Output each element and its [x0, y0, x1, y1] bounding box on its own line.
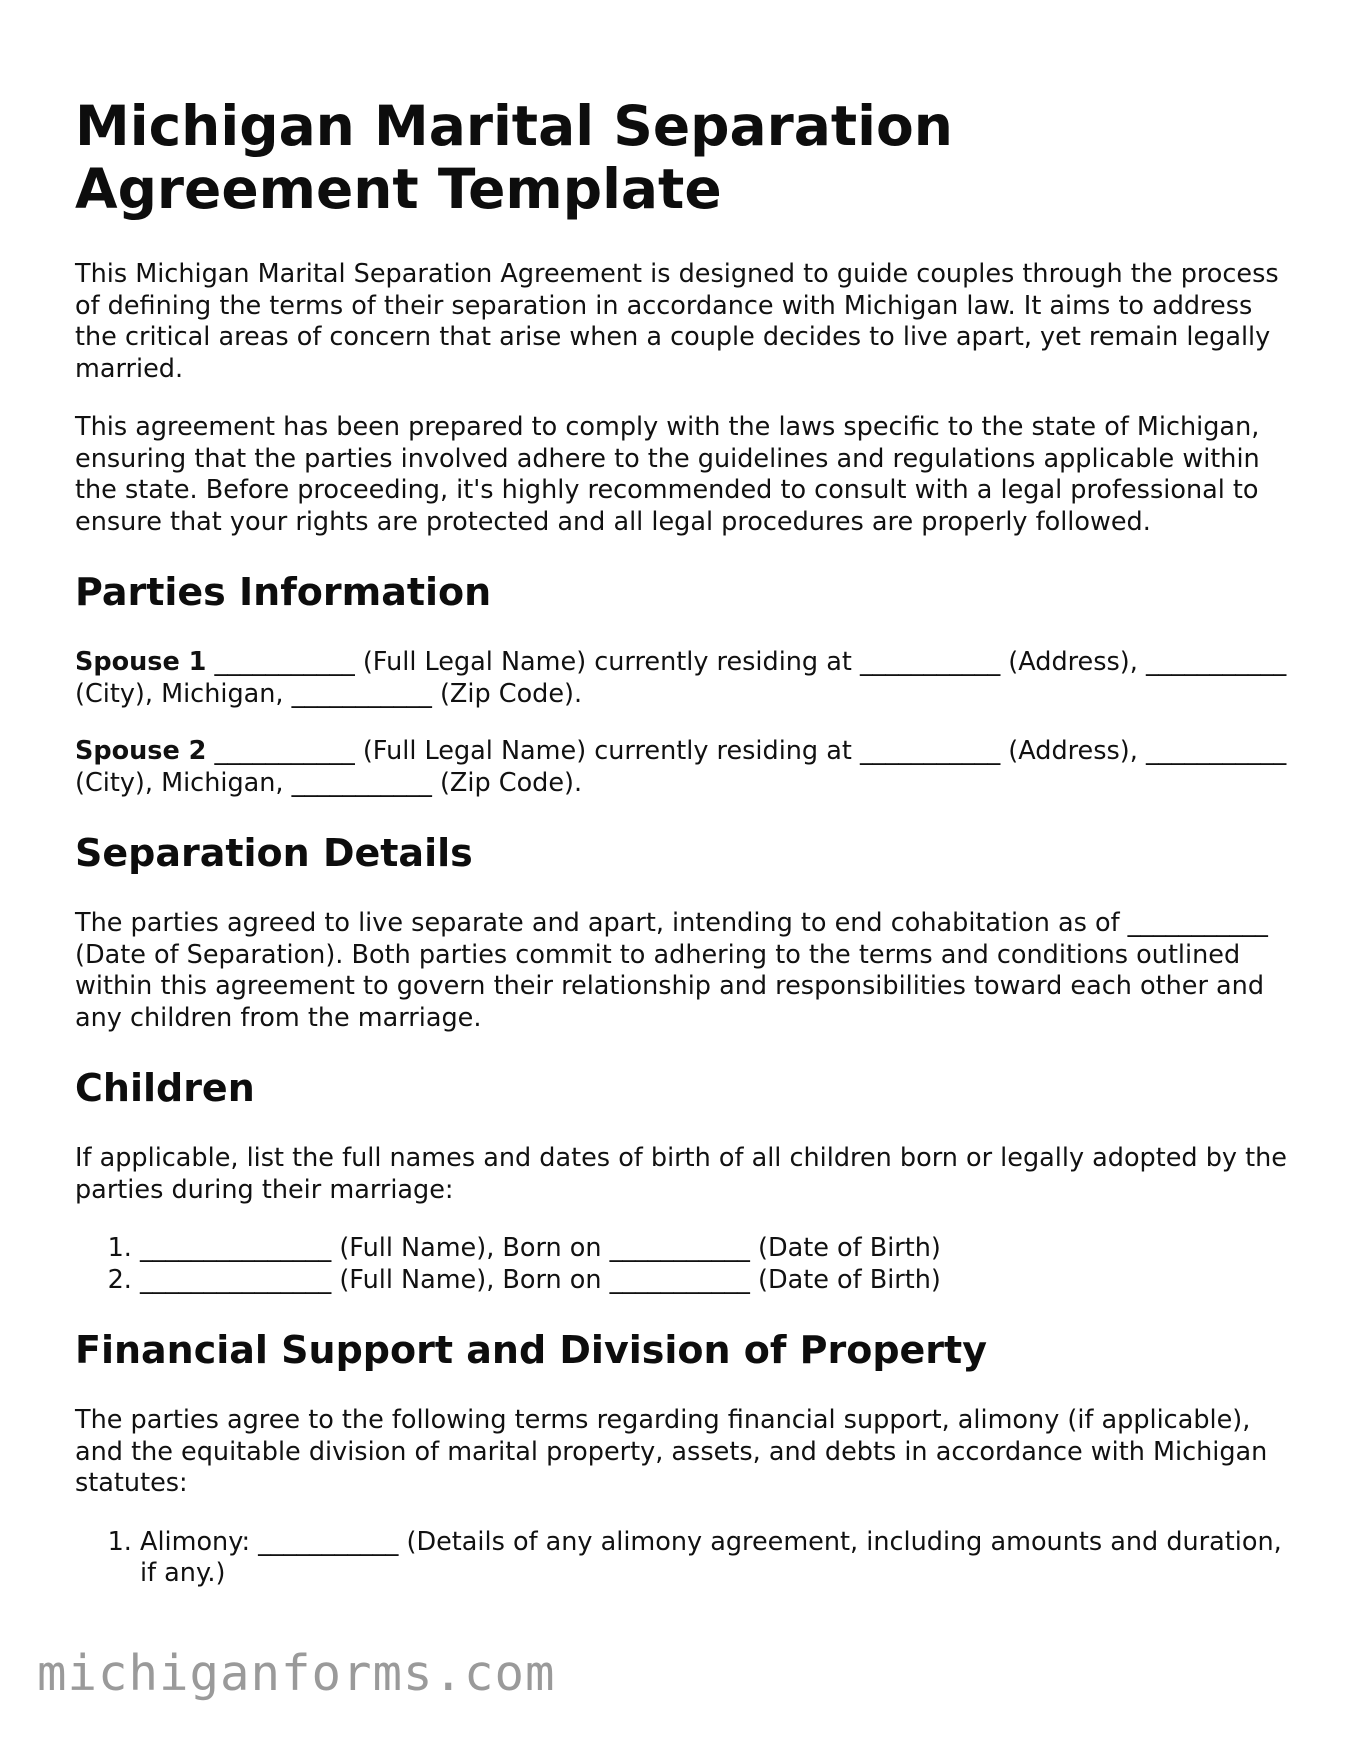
page-title: Michigan Marital Separation Agreement Template — [75, 94, 953, 221]
spouse-2-paragraph — [75, 736, 1290, 799]
section-heading-children: Children — [75, 1066, 255, 1110]
spouse-1-label: Spouse 1 — [75, 647, 207, 677]
children-paragraph: If applicable, list the full names and dates of birth of all children born or legally adopted by the parties during their marriage: — [75, 1143, 1287, 1205]
children-list — [75, 1233, 1290, 1296]
list-item: 2. _______________ (Full Name), Born on ___________ (Date of Birth) — [140, 1265, 1290, 1297]
spouse-2-text: ___________ (Full Legal Name) currently residing at ___________ (Address), ___________ (City), Michigan, ___________ (Zip Code). — [75, 736, 1287, 798]
section-heading-separation: Separation Details — [75, 831, 473, 875]
watermark: michiganforms.com — [37, 1645, 556, 1702]
list-item: 1. Alimony: ___________ (Details of any alimony agreement, including amounts and duration, if any.) — [140, 1527, 1290, 1590]
financial-paragraph: The parties agree to the following terms regarding financial support, alimony (if applicable), and the equitable division of marital property, assets, and debts in accordance with Michigan statutes: — [75, 1405, 1268, 1498]
spouse-1-paragraph — [75, 647, 1290, 710]
intro-paragraph-2: This agreement has been prepared to comply with the laws specific to the state of Michigan, ensuring that the parties involved adhere to the guidelines and regulations applicable within the state. Before proceeding, it's highly recommended to consult with a legal professional to ensure that your rights are protected and all legal procedures are properly followed. — [75, 412, 1260, 537]
separation-paragraph: The parties agreed to live separate and apart, intending to end cohabitation as of ___________ (Date of Separation). Both parties commit to adhering to the terms and conditions outlined within this agreement to govern their relationship and responsibilities toward each other and any children from the marriage. — [75, 908, 1268, 1033]
list-item: 1. _______________ (Full Name), Born on ___________ (Date of Birth) — [140, 1233, 1290, 1265]
section-heading-financial: Financial Support and Division of Property — [75, 1328, 987, 1372]
document-page — [75, 95, 1290, 1621]
intro-paragraph-1: This Michigan Marital Separation Agreement is designed to guide couples through the process of defining the terms of their separation in accordance with Michigan law. It aims to address the critical areas of concern that arise when a couple decides to live apart, yet remain legally married. — [75, 259, 1279, 384]
spouse-1-text: ___________ (Full Legal Name) currently residing at ___________ (Address), ___________ (City), Michigan, ___________ (Zip Code). — [75, 647, 1287, 709]
section-heading-parties: Parties Information — [75, 570, 492, 614]
spouse-2-label: Spouse 2 — [75, 736, 207, 766]
financial-list — [75, 1527, 1290, 1590]
